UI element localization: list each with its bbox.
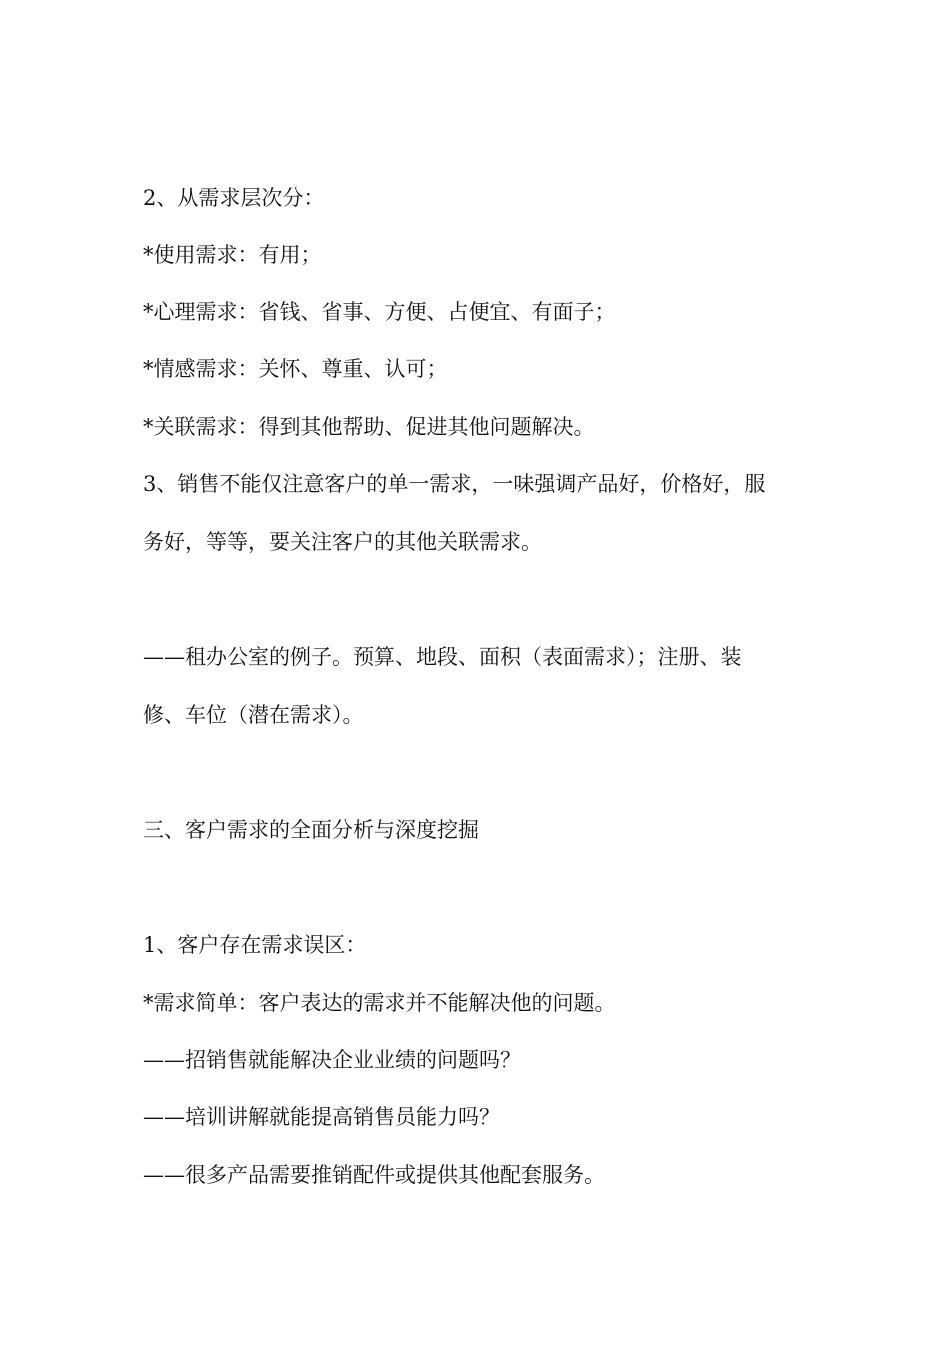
example-training: ——培训讲解就能提高销售员能力吗？ bbox=[143, 1105, 500, 1129]
bullet-related-need: *关联需求：得到其他帮助、促进其他问题解决。 bbox=[143, 415, 595, 439]
office-example-line-1: ——租办公室的例子。预算、地段、面积（表面需求）；注册、装 bbox=[143, 645, 742, 669]
bullet-usage-need: *使用需求：有用； bbox=[143, 243, 322, 267]
office-example-line-2: 修、车位（潜在需求）。 bbox=[143, 703, 364, 727]
example-hiring-sales: ——招销售就能解决企业业绩的问题吗？ bbox=[143, 1048, 521, 1072]
section-1-heading: 1、客户存在需求误区： bbox=[143, 933, 367, 957]
example-accessories: ——很多产品需要推销配件或提供其他配套服务。 bbox=[143, 1163, 605, 1187]
chapter-3-heading: 三、客户需求的全面分析与深度挖掘 bbox=[143, 818, 479, 842]
section-2-heading: 2、从需求层次分： bbox=[143, 186, 325, 210]
paragraph-3-line-1: 3、销售不能仅注意客户的单一需求，一味强调产品好，价格好，服 bbox=[143, 472, 766, 496]
bullet-psychological-need: *心理需求：省钱、省事、方便、占便宜、有面子； bbox=[143, 300, 616, 324]
bullet-simple-need: *需求简单：客户表达的需求并不能解决他的问题。 bbox=[143, 991, 616, 1015]
bullet-emotional-need: *情感需求：关怀、尊重、认可； bbox=[143, 357, 448, 381]
paragraph-3-line-2: 务好，等等，要关注客户的其他关联需求。 bbox=[143, 530, 542, 554]
